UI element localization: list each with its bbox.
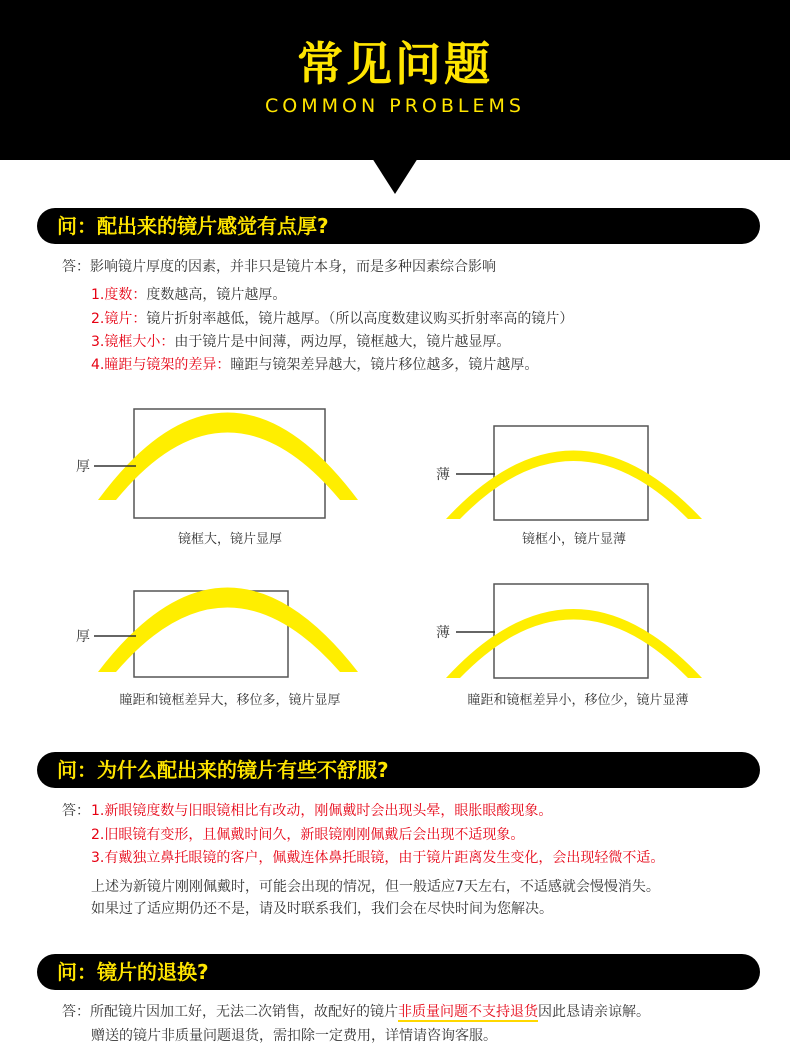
factor-text: 瞳距与镜架差异越大，镜片移位越多，镜片越厚。 bbox=[230, 357, 539, 373]
page-subtitle: COMMON PROBLEMS bbox=[265, 95, 525, 117]
gift-lens-policy: 赠送的镜片非质量问题退货，需扣除一定费用，详情请咨询客服。 bbox=[91, 1028, 497, 1044]
diagram-caption: 镜框大，镜片显厚 bbox=[177, 532, 282, 547]
answer-intro: 答：影响镜片厚度的因素，并非只是镜片本身，而是多种因素综合影响 bbox=[62, 259, 496, 275]
return-policy-highlight: 非质量问题不支持退货 bbox=[398, 1004, 538, 1020]
side-label-thin: 薄 bbox=[436, 625, 450, 641]
return-policy bbox=[62, 1002, 650, 1022]
question-title: 问：镜片的退换? bbox=[57, 960, 209, 984]
question-title: 问：为什么配出来的镜片有些不舒服? bbox=[57, 758, 389, 782]
factor-text: 镜片折射率越低，镜片越厚。（所以高度数建议购买折射率高的镜片） bbox=[146, 311, 574, 327]
diagram-caption: 瞳距和镜框差异大，移位多，镜片显厚 bbox=[119, 693, 341, 708]
diagram-large-offset-thick bbox=[94, 588, 358, 678]
diagram-large-frame-thick bbox=[94, 409, 358, 518]
return-policy-text: 答：所配镜片因加工好，无法二次销售，故配好的镜片 bbox=[62, 1004, 398, 1020]
lens-arc bbox=[98, 413, 358, 501]
diagram-caption: 瞳距和镜框差异小，移位少，镜片显薄 bbox=[467, 693, 689, 708]
return-policy-text: 因此恳请亲谅解。 bbox=[538, 1004, 650, 1020]
side-label-thin: 薄 bbox=[436, 467, 450, 483]
lens-arc bbox=[98, 588, 358, 673]
lens-arc bbox=[446, 609, 702, 678]
factor-label: 4.瞳距与镜架的差异： bbox=[91, 357, 231, 373]
diagram-small-offset-thin bbox=[446, 584, 702, 678]
factor-label: 3.镜框大小： bbox=[91, 334, 175, 350]
adaptation-note: 上述为新镜片刚刚佩戴时，可能会出现的情况，但一般适应7天左右，不适感就会慢慢消失。 bbox=[91, 879, 660, 895]
diagram-small-frame-thin bbox=[446, 426, 702, 520]
answer-prefix: 答： bbox=[62, 803, 90, 819]
diagram-caption: 镜框小，镜片显薄 bbox=[521, 532, 626, 547]
page-title: 常见问题 bbox=[297, 37, 493, 91]
question-bar-return bbox=[37, 954, 760, 990]
factor-text: 度数越高，镜片越厚。 bbox=[146, 287, 287, 303]
reason-item: 1.新眼镜度数与旧眼镜相比有改动，刚佩戴时会出现头晕，眼胀眼酸现象。 bbox=[91, 803, 553, 819]
factor-label: 2.镜片： bbox=[91, 311, 147, 327]
reason-item: 3.有戴独立鼻托眼镜的客户，佩戴连体鼻托眼镜，由于镜片距离发生变化，会出现轻微不适。 bbox=[91, 850, 665, 866]
contact-note: 如果过了适应期仍还不是，请及时联系我们，我们会在尽快时间为您解决。 bbox=[91, 901, 553, 917]
question-title: 问：配出来的镜片感觉有点厚? bbox=[57, 214, 329, 238]
side-label-thick: 厚 bbox=[76, 459, 90, 475]
reason-item: 2.旧眼镜有变形，且佩戴时间久，新眼镜刚刚佩戴后会出现不适现象。 bbox=[91, 827, 525, 843]
question-bar-discomfort bbox=[37, 752, 760, 788]
factor-text: 由于镜片是中间薄，两边厚，镜框越大，镜片越显厚。 bbox=[174, 334, 511, 350]
factor-label: 1.度数： bbox=[91, 287, 147, 303]
side-label-thick: 厚 bbox=[76, 629, 90, 645]
lens-arc bbox=[446, 451, 702, 520]
